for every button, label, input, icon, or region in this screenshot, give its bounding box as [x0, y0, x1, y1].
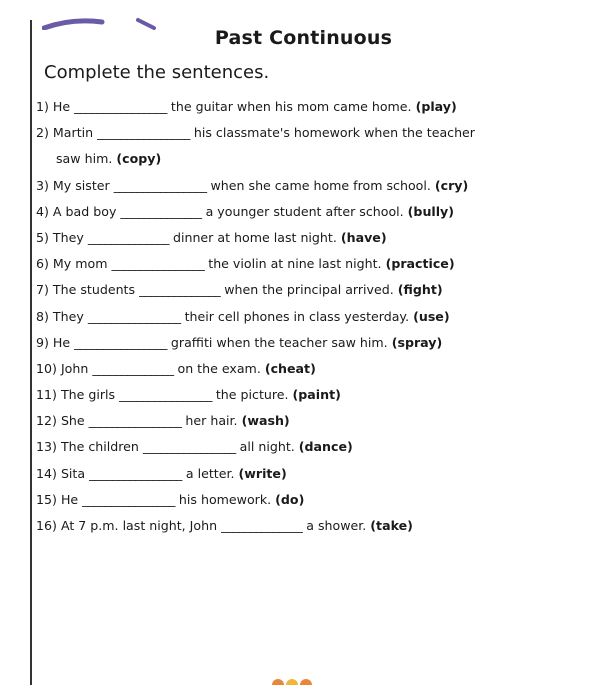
sentence-item — [36, 304, 596, 330]
worksheet-title: Past Continuous — [214, 27, 393, 49]
decorative-bottom-art — [268, 676, 318, 685]
verb-hint: (write) — [238, 465, 287, 481]
verb-hint: (do) — [275, 491, 305, 507]
sentence-text: a younger student after school. — [201, 203, 408, 219]
sentence-text: 6) My mom — [36, 256, 112, 272]
sentence-text: 14) Sita — [36, 465, 90, 481]
sentence-text: 16) At 7 p.m. last night, John — [36, 518, 222, 533]
sentence-item — [36, 513, 596, 539]
sentence-text: the guitar when his mom came home. — [166, 99, 416, 114]
sentence-item — [36, 356, 596, 382]
sentence-text: 9) He — [36, 334, 75, 350]
sentence-item — [36, 251, 596, 277]
sentence-item — [36, 408, 596, 434]
answer-blank[interactable]: ________________ — [74, 334, 167, 350]
sentence-text: 10) John — [36, 360, 93, 376]
sentence-text: the violin at nine last night. — [204, 256, 386, 272]
sentence-text: 13) The children — [36, 439, 143, 455]
sentence-text: 15) He — [36, 491, 83, 507]
answer-blank[interactable]: ______________ — [87, 229, 169, 245]
answer-blank[interactable]: ________________ — [87, 308, 181, 324]
sentence-text: when she came home from school. — [206, 177, 435, 193]
answer-blank[interactable]: ________________ — [113, 177, 207, 193]
answer-blank[interactable]: ________________ — [74, 99, 167, 114]
sentence-text: saw him. — [56, 151, 117, 167]
sentence-item — [36, 173, 596, 199]
sentence-text: dinner at home last night. — [168, 229, 341, 245]
answer-blank[interactable]: ________________ — [142, 439, 236, 455]
verb-hint: (paint) — [292, 387, 341, 403]
sentence-item — [36, 94, 596, 120]
sentence-text: his homework. — [174, 491, 276, 507]
verb-hint: (fight) — [397, 282, 443, 298]
sentence-text: 7) The students — [36, 282, 140, 298]
sentence-text: a shower. — [302, 518, 371, 533]
sentence-item — [36, 120, 596, 146]
sentence-text: 8) They — [36, 308, 88, 324]
sentence-text: 5) They — [36, 229, 88, 245]
sentence-item — [36, 199, 596, 225]
sentence-text: 4) A bad boy — [36, 203, 121, 219]
sentence-item — [36, 330, 596, 356]
sentence-text: their cell phones in class yesterday. — [180, 308, 414, 324]
sentence-item — [36, 487, 596, 513]
worksheet-instruction: Complete the sentences. — [44, 62, 270, 83]
sentence-text: all night. — [235, 439, 299, 455]
sentence-item — [36, 277, 596, 303]
verb-hint: (spray) — [391, 334, 443, 350]
sentence-text: 1) He — [36, 99, 75, 114]
answer-blank[interactable]: ______________ — [139, 282, 221, 298]
sentence-text: when the principal arrived. — [220, 282, 398, 298]
sentence-item — [36, 225, 596, 251]
answer-blank[interactable]: ________________ — [119, 387, 212, 403]
verb-hint: (take) — [370, 518, 413, 533]
answer-blank[interactable]: ______________ — [92, 360, 174, 376]
answer-blank[interactable]: ________________ — [97, 125, 190, 141]
verb-hint: (cheat) — [264, 360, 316, 376]
answer-blank[interactable]: ________________ — [82, 491, 175, 507]
sentence-item — [36, 146, 596, 172]
sentence-text: the picture. — [211, 387, 293, 403]
sentence-item — [36, 461, 596, 487]
verb-hint: (cry) — [434, 177, 469, 193]
sentence-text: graffiti when the teacher saw him. — [166, 334, 392, 350]
sentence-text: 11) The girls — [36, 387, 120, 403]
verb-hint: (practice) — [385, 256, 455, 272]
sentence-text: on the exam. — [173, 360, 265, 376]
sentence-text: a letter. — [181, 465, 239, 481]
verb-hint: (use) — [413, 308, 450, 324]
verb-hint: (have) — [340, 229, 387, 245]
verb-hint: (copy) — [116, 151, 162, 167]
verb-hint: (play) — [415, 99, 457, 114]
sentence-text: his classmate's homework when the teacher — [189, 125, 475, 141]
verb-hint: (dance) — [298, 439, 353, 455]
sentence-list — [36, 94, 596, 539]
sentence-text: 2) Martin — [36, 125, 98, 141]
verb-hint: (wash) — [241, 413, 290, 429]
sentence-item — [36, 434, 596, 460]
sentence-text: 12) She — [36, 413, 89, 429]
answer-blank[interactable]: ______________ — [120, 203, 202, 219]
answer-blank[interactable]: ______________ — [221, 518, 303, 533]
verb-hint: (bully) — [407, 203, 455, 219]
answer-blank[interactable]: ________________ — [89, 465, 182, 481]
sentence-text: her hair. — [181, 413, 242, 429]
answer-blank[interactable]: ________________ — [88, 413, 182, 429]
sentence-text: 3) My sister — [36, 177, 114, 193]
answer-blank[interactable]: ________________ — [111, 256, 205, 272]
left-margin-rule — [30, 20, 32, 685]
sentence-item — [36, 382, 596, 408]
